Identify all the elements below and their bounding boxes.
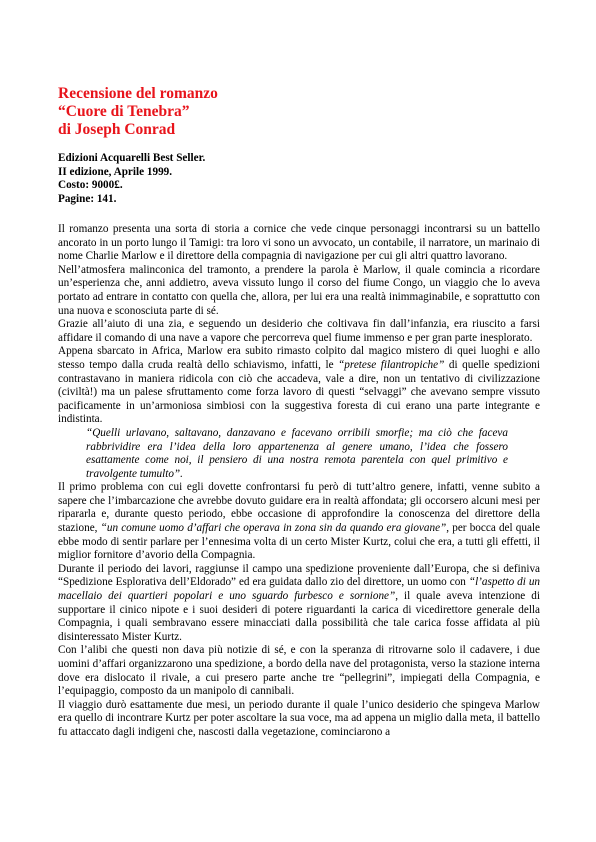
review-body <box>58 223 540 740</box>
paragraph-4-emphasis: “pretese filantropiche” <box>338 358 445 371</box>
cost: Costo: 9000£. <box>58 179 123 192</box>
paragraph-2: Nell’atmosfera malinconica del tramonto, a prendere la parola è Marlow, il quale comincia a ricordare un’esperienza che, anni addietro, aveva vissuto lungo il corso del fiume Congo, un viaggio che lo aveva portato ad entrare in contatto con quella che, allora, per lui era una realtà inimmaginabile, e soprattutto con una nuova e sconosciuta parte di sé. <box>58 263 540 317</box>
paragraph-6-text-b: , il quale aveva intenzione di supportare il cinico nipote e i suoi desideri di potere riguardanti la carica di vicedirettore generale della Compagnia, i quali sembravano essere minacciati dalla possibilità che tale carica fosse affidata al più disinteressato Mister Kurtz. <box>58 590 540 643</box>
paragraph-4-text-a: Appena sbarcato in Africa, Marlow era subito rimasto colpito dal magico mistero di quei luoghi e allo stesso tempo dalla cruda realtà dello schiavismo, infatti, le <box>58 345 540 371</box>
paragraph-4-text-b: di quelle spedizioni contrastavano in maniera ridicola con ciò che accadeva, vale a dire, non un tentativo di civilizzazione (civiltà!) ma un palese sfruttamento come forza lavoro di questi “selvaggi” che avevano sempre vissuto pacificamente in un’armoniosa simbiosi con la suggestiva foresta di cui erano una parte integrante e indistinta. <box>58 358 540 426</box>
review-title <box>58 85 218 139</box>
title-line-1: Recensione del romanzo <box>58 85 218 102</box>
block-quote: “Quelli urlavano, saltavano, danzavano e facevano orribili smorfie; ma ciò che faceva rabbrividire era l’idea della loro appartenenza al genere umano, l’idea che fossero esattamente come noi, il pensiero di una nostra remota parentela con quel primitivo e travolgente tumulto”. <box>86 426 508 480</box>
page-count: Pagine: 141. <box>58 192 117 205</box>
publisher: Edizioni Acquarelli Best Seller. <box>58 152 206 164</box>
title-line-2: “Cuore di Tenebra” <box>58 103 190 120</box>
paragraph-6 <box>58 563 540 645</box>
paragraph-4 <box>58 345 540 427</box>
paragraph-8: Il viaggio durò esattamente due mesi, un periodo durante il quale l’unico desiderio che spingeva Marlow era quello di incontrare Kurtz per poter ascoltare la sua voce, ma ad appena un miglio dalla meta, il battello fu attaccato dagli indigeni che, nascosti dalla vegetazione, cominciarono a <box>58 698 540 738</box>
edition: II edizione, Aprile 1999. <box>58 165 173 178</box>
paragraph-5-text-b: , per bocca del quale ebbe modo di sentir parlare per l’ennesima volta di un certo Mister Kurtz, colui che era, a tutti gli effetti, il miglior fornitore d’avorio della Compagnia. <box>58 522 541 562</box>
paragraph-5-emphasis: “un comune uomo d’affari che operava in zona sin da quando era giovane” <box>100 522 447 535</box>
book-details <box>58 152 205 206</box>
paragraph-6-emphasis: “l’aspetto di un macellaio dei quartieri popolari e uno sguardo furbesco e sornione” <box>58 576 541 603</box>
paragraph-7: Con l’alibi che questi non dava più notizie di sé, e con la speranza di ritrovarne solo il cadavere, i due uomini d’affari organizzarono una spedizione, a bordo della nave del protagonista, verso la stazione interna dove era dislocato il rivale, a cui presero parte anche tre “pellegrini”, impiegati della Compagnia, e l’equipaggio, composto da un manipolo di cannibali. <box>58 644 540 698</box>
title-line-3: di Joseph Conrad <box>58 121 176 138</box>
paragraph-5-text-a: Il primo problema con cui egli dovette confrontarsi fu però di tutt’altro genere, infatti, venne subito a sapere che l’imbarcazione che avrebbe dovuto guidare era in realtà affondata; gli occorsero alcuni mesi per ripararla e, durante questo periodo, ebbe occasione di approfondire la conoscenza del direttore della stazione, <box>58 481 540 535</box>
paragraph-1: Il romanzo presenta una sorta di storia a cornice che vede cinque personaggi incontrarsi su un battello ancorato in un porto lungo il Tamigi: tra loro vi sono un avvocato, un contabile, il narratore, un marinaio di nome Charlie Marlow e il direttore della compagnia di navigazione per cui gli altri quattro lavorano. <box>58 223 540 263</box>
paragraph-3: Grazie all’aiuto di una zia, e seguendo un desiderio che coltivava fin dall’infanzia, era riuscito a farsi affidare il comando di una nave a vapore che percorreva quel fiume immenso e per gran parte inesplorato. <box>58 318 540 344</box>
paragraph-5 <box>58 481 540 563</box>
paragraph-6-text-a: Durante il periodo dei lavori, raggiunse il campo una spedizione proveniente dall’Europa, che si definiva “Spedizione Esplorativa dell’Eldorado” ed era guidata dallo zio del direttore, un uomo con <box>58 562 540 589</box>
